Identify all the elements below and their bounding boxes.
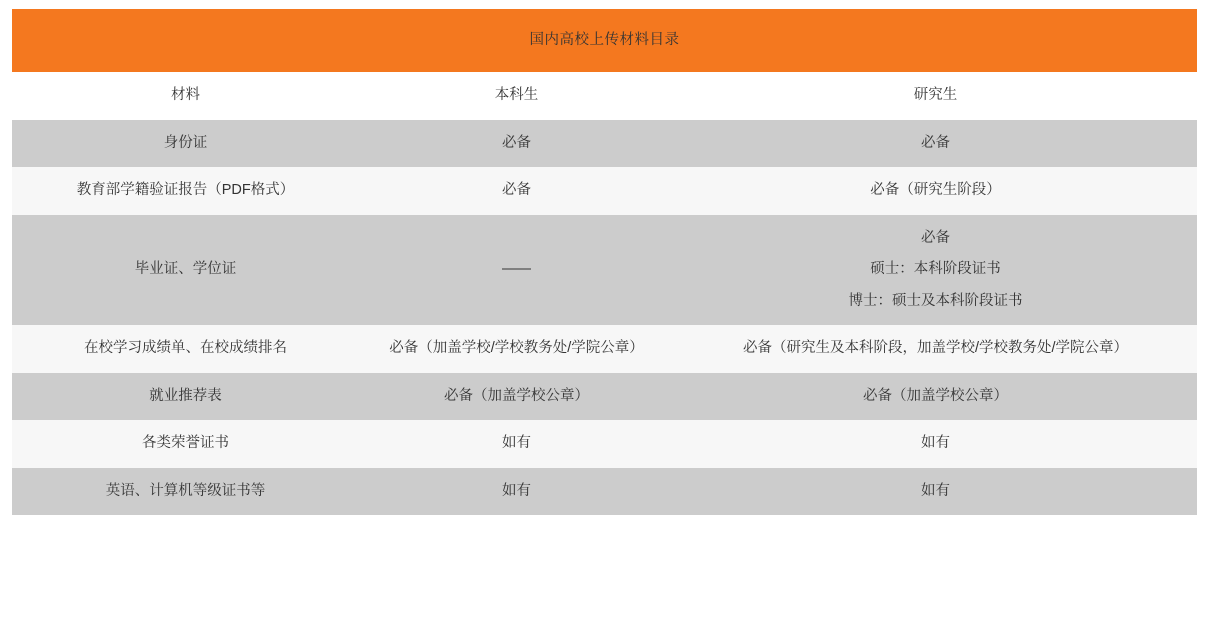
cell-graduate-line: 如有	[921, 435, 950, 452]
cell-graduate	[674, 420, 1197, 468]
cell-graduate-line: 如有	[921, 482, 950, 499]
materials-table	[12, 9, 1197, 515]
materials-table-container	[12, 9, 1197, 515]
cell-undergraduate: 如有	[359, 420, 674, 468]
cell-undergraduate: 如有	[359, 468, 674, 516]
table-row	[12, 325, 1197, 373]
column-header-graduate: 研究生	[913, 87, 958, 103]
cell-material: 在校学习成绩单、在校成绩排名	[12, 325, 359, 373]
table-body	[12, 120, 1197, 516]
cell-undergraduate: ——	[359, 215, 674, 326]
table-row	[12, 373, 1197, 421]
cell-graduate-line: 必备	[921, 229, 950, 246]
cell-material: 英语、计算机等级证书等	[12, 468, 359, 516]
table-row	[12, 215, 1197, 326]
cell-undergraduate: 必备（加盖学校/学校教务处/学院公章）	[359, 325, 674, 373]
cell-material: 教育部学籍验证报告（PDF格式）	[12, 167, 359, 215]
cell-undergraduate: 必备	[359, 120, 674, 168]
cell-material: 各类荣誉证书	[12, 420, 359, 468]
cell-graduate	[674, 468, 1197, 516]
table-title-row	[12, 9, 1197, 72]
cell-graduate-line: 必备	[921, 134, 950, 151]
cell-graduate-line: 硕士：本科阶段证书	[870, 261, 1001, 278]
cell-graduate-line: 必备（加盖学校公章）	[863, 387, 1008, 404]
table-row	[12, 120, 1197, 168]
cell-graduate-line: 必备（研究生阶段）	[870, 182, 1001, 199]
column-header-material: 材料	[171, 87, 200, 103]
cell-graduate-line: 博士：硕士及本科阶段证书	[848, 292, 1023, 309]
cell-undergraduate: 必备（加盖学校公章）	[359, 373, 674, 421]
cell-graduate	[674, 120, 1197, 168]
cell-undergraduate: 必备	[359, 167, 674, 215]
table-row	[12, 420, 1197, 468]
cell-graduate	[674, 167, 1197, 215]
cell-material: 毕业证、学位证	[12, 215, 359, 326]
table-row	[12, 167, 1197, 215]
table-row	[12, 468, 1197, 516]
column-header-undergraduate: 本科生	[494, 87, 539, 103]
cell-material: 身份证	[12, 120, 359, 168]
cell-graduate-line: 必备（研究生及本科阶段，加盖学校/学校教务处/学院公章）	[742, 340, 1129, 357]
cell-material: 就业推荐表	[12, 373, 359, 421]
table-title: 国内高校上传材料目录	[12, 9, 1197, 72]
cell-graduate	[674, 373, 1197, 421]
table-header-row	[12, 72, 1197, 120]
cell-graduate	[674, 325, 1197, 373]
cell-graduate	[674, 215, 1197, 326]
